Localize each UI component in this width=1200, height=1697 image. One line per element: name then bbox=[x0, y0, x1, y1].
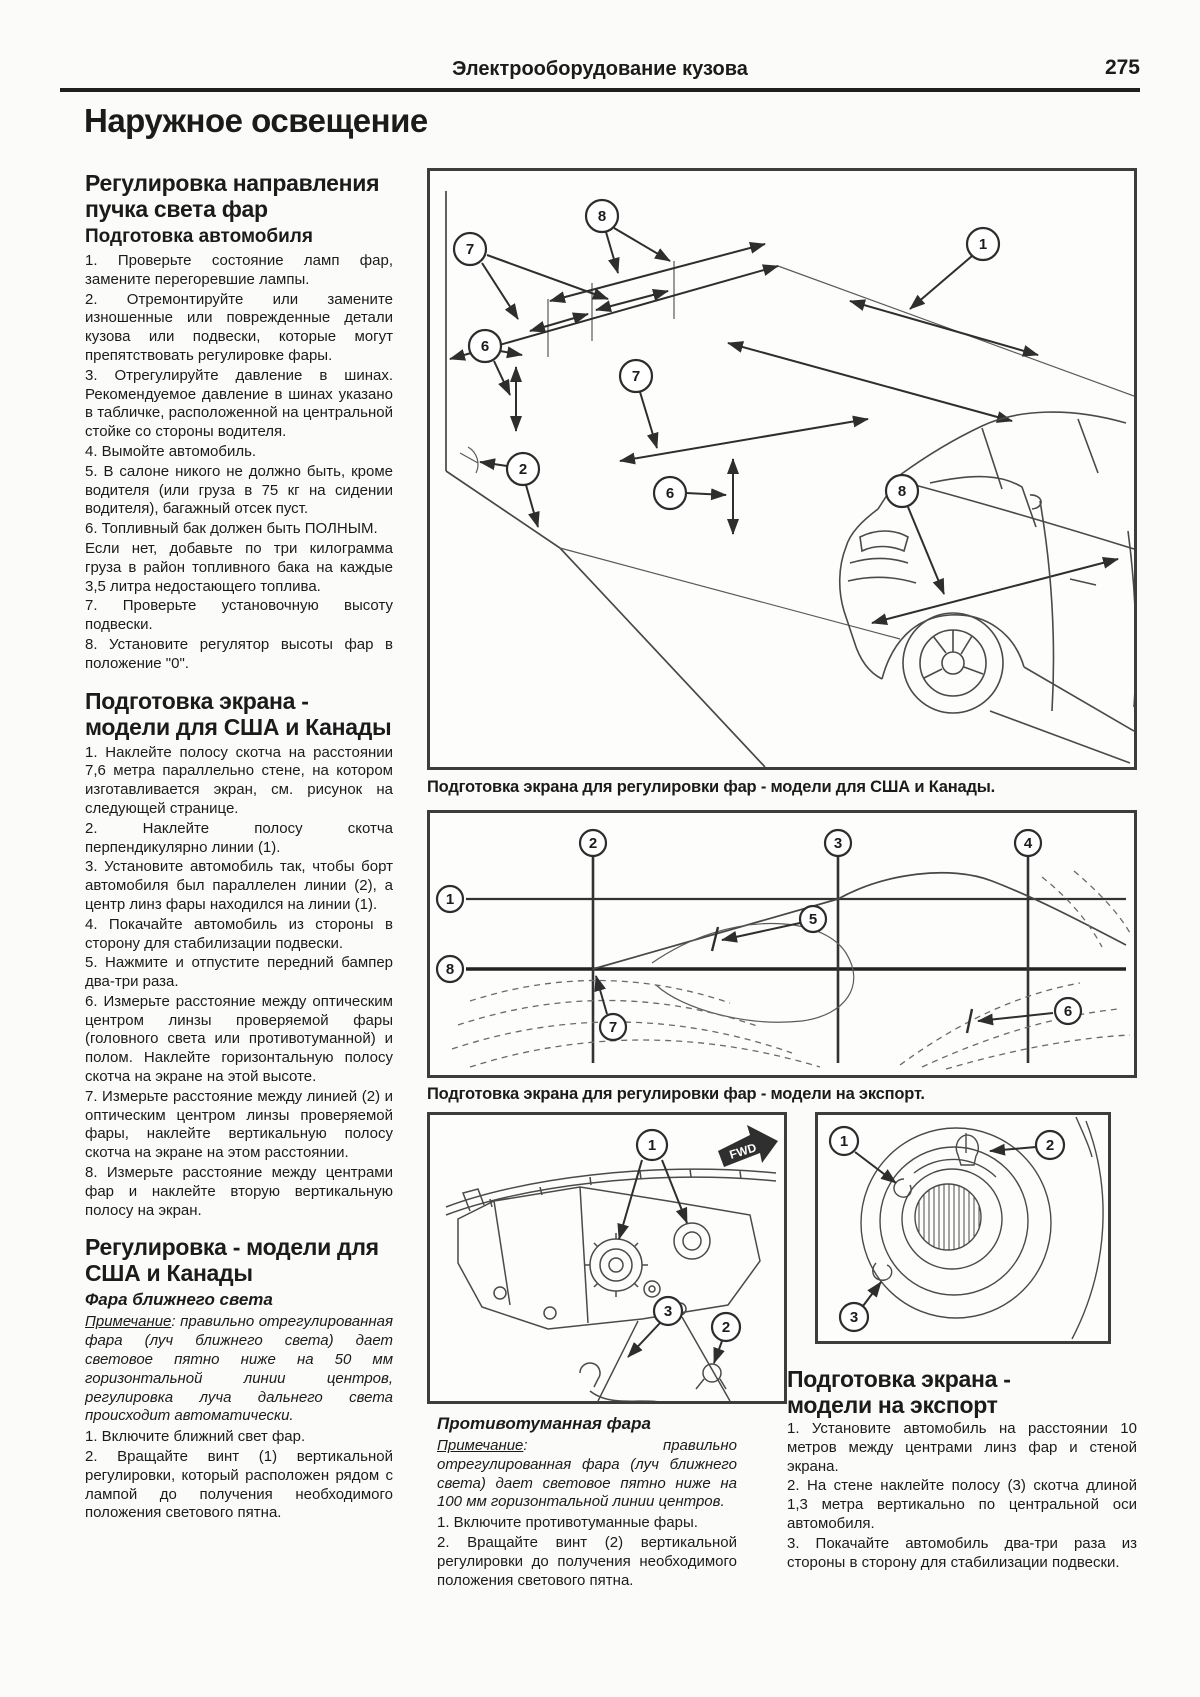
svg-text:2: 2 bbox=[588, 835, 598, 852]
callout-6 bbox=[469, 330, 501, 362]
callout-leaders bbox=[596, 923, 1053, 1033]
callout-5 bbox=[800, 906, 826, 932]
callout-7 bbox=[600, 1014, 626, 1040]
paragraph: 2. Отремонтируйте или замените изношенные или поврежденные детали кузова или подвески, которые могут препятствовать регулировке фары. bbox=[85, 290, 393, 364]
callout-8b bbox=[886, 475, 918, 507]
figure2-caption: Подготовка экрана для регулировки фар - модели на экспорт. bbox=[427, 1085, 925, 1103]
paragraph: Если нет, добавьте по три килограмма груза в район топливного бака на каждые 3,5 литра недостающего топлива. bbox=[85, 539, 393, 595]
note-text: : правильно отрегулированная фара (луч ближнего света) дает световое пятно ниже на 50 мм горизонтальной линии центров, регулировка луча дальнего света происходит автоматически. bbox=[85, 1313, 393, 1425]
note-label: Примечание bbox=[437, 1437, 524, 1454]
paragraph: 3. Установите автомобиль так, чтобы борт автомобиля был параллелен линии (2), а центр линз фары находился на линии (1). bbox=[85, 858, 393, 913]
car-illustration bbox=[840, 412, 1134, 763]
svg-text:5: 5 bbox=[808, 911, 818, 928]
callout-1 bbox=[967, 228, 999, 260]
paragraph: 2. Вращайте винт (2) вертикальной регулировки до получения необходимого положения светового пятна. bbox=[437, 1533, 737, 1589]
header-rule bbox=[60, 88, 1140, 92]
section-heading bbox=[787, 1366, 1137, 1418]
callout-6b bbox=[654, 477, 686, 509]
paragraph: 1. Проверьте состояние ламп фар, замените перегоревшие лампы. bbox=[85, 252, 393, 288]
callout-2 bbox=[507, 453, 539, 485]
callout-7 bbox=[454, 233, 486, 265]
callout-3 bbox=[840, 1303, 868, 1331]
svg-text:7: 7 bbox=[608, 1019, 618, 1036]
paragraph: 5. В салоне никого не должно быть, кроме водителя (или груза в 75 кг на сидении водителя), багажный отсек пуст. bbox=[85, 462, 393, 518]
paragraph: 6. Топливный бак должен быть ПОЛНЫМ. bbox=[85, 520, 378, 538]
paragraph: 4. Вымойте автомобиль. bbox=[85, 442, 257, 460]
fog-lamp-column bbox=[437, 1412, 737, 1591]
svg-text:3: 3 bbox=[833, 835, 843, 852]
svg-text:3: 3 bbox=[849, 1309, 859, 1326]
section-subheading: Противотуманная фара bbox=[437, 1414, 651, 1433]
svg-text:6: 6 bbox=[480, 338, 490, 355]
svg-text:2: 2 bbox=[1045, 1137, 1055, 1154]
callout-6 bbox=[1055, 998, 1081, 1024]
paragraph: 7. Проверьте установочную высоту подвески. bbox=[85, 597, 393, 634]
left-column bbox=[85, 170, 393, 1524]
callout-leaders bbox=[619, 1160, 722, 1363]
svg-text:7: 7 bbox=[631, 368, 641, 385]
figure4-canvas bbox=[818, 1115, 1108, 1341]
paragraph-list bbox=[437, 1514, 737, 1590]
callout-leaders bbox=[480, 228, 972, 594]
figure-fog-lamp-adjustment bbox=[815, 1112, 1111, 1344]
figure-headlight-adjustment bbox=[427, 1112, 787, 1404]
section-subheading: Фара ближнего света bbox=[85, 1290, 273, 1310]
paragraph-list bbox=[85, 744, 393, 1221]
callout-1 bbox=[830, 1127, 858, 1155]
callout-8 bbox=[586, 200, 618, 232]
svg-text:6: 6 bbox=[1063, 1003, 1073, 1020]
paragraph: 8. Измерьте расстояние между центрами фар и наклейте вторую вертикальную полосу на экран. bbox=[85, 1164, 393, 1219]
callout-8 bbox=[437, 956, 463, 982]
callout-3 bbox=[654, 1297, 682, 1325]
svg-text:8: 8 bbox=[445, 961, 455, 978]
note bbox=[437, 1437, 737, 1512]
callout-7b bbox=[620, 360, 652, 392]
figure1-canvas bbox=[430, 171, 1134, 767]
section-heading: Регулировка - модели для США и Канады bbox=[85, 1234, 379, 1287]
svg-text:3: 3 bbox=[663, 1303, 673, 1320]
callout-1 bbox=[437, 886, 463, 912]
page-title: Наружное освещение bbox=[84, 102, 428, 139]
export-screen-column bbox=[787, 1366, 1137, 1573]
svg-text:4: 4 bbox=[1023, 835, 1033, 852]
figure3-canvas bbox=[430, 1115, 784, 1401]
paragraph: 3. Покачайте автомобиль два-три раза из стороны в сторону для стабилизации подвески. bbox=[787, 1534, 1137, 1571]
callout-2 bbox=[580, 830, 606, 856]
paragraph: 7. Измерьте расстояние между линией (2) и оптическим центром линзы проверяемой фары, наклейте вертикальную полосу скотча на экране на этом расстоянии. bbox=[85, 1087, 393, 1162]
fwd-direction-arrow bbox=[718, 1125, 778, 1167]
note-label: Примечание bbox=[85, 1313, 172, 1331]
svg-text:7: 7 bbox=[465, 241, 475, 258]
paragraph: 2. Наклейте полосу скотча перпендикулярно линии (1). bbox=[85, 819, 393, 856]
measurement-arrows bbox=[450, 244, 1118, 623]
figure2-canvas bbox=[430, 813, 1134, 1075]
heading-line: Подготовка экрана - bbox=[787, 1366, 1011, 1392]
svg-text:8: 8 bbox=[597, 208, 607, 225]
figure-screen-preparation-export bbox=[427, 810, 1137, 1078]
paragraph: 1. Установите автомобиль на расстоянии 10 метров между центрами линз фар и стеной экрана. bbox=[787, 1420, 1137, 1475]
svg-text:2: 2 bbox=[518, 461, 528, 478]
callout-2 bbox=[1036, 1131, 1064, 1159]
svg-text:6: 6 bbox=[665, 485, 675, 502]
callout-3 bbox=[825, 830, 851, 856]
paragraph: 6. Измерьте расстояние между оптическим центром линзы проверяемой фары (головного света или противотуманной) и полом. Наклейте горизонтальную полосу скотча на экране на этой высоте. bbox=[85, 992, 393, 1086]
fog-lamp-illustration bbox=[861, 1117, 1103, 1339]
figure-screen-preparation-us-canada bbox=[427, 168, 1137, 770]
note-text: : правильно отрегулированная фара (луч ближнего света) дает световое пятно ниже на 100 мм горизонтальной линии центров. bbox=[437, 1437, 737, 1511]
paragraph-list bbox=[85, 1428, 393, 1523]
paragraph: 1. Включите противотуманные фары. bbox=[437, 1514, 698, 1532]
paragraph: 5. Нажмите и отпустите передний бампер два-три раза. bbox=[85, 954, 393, 991]
heading-line: модели на экспорт bbox=[787, 1392, 998, 1418]
headlamp-illustration bbox=[446, 1169, 776, 1401]
svg-text:2: 2 bbox=[721, 1319, 731, 1336]
svg-text:1: 1 bbox=[647, 1137, 657, 1154]
svg-text:1: 1 bbox=[839, 1133, 849, 1150]
section-subheading: Подготовка автомобиля bbox=[85, 226, 313, 247]
paragraph: 3. Отрегулируйте давление в шинах. Рекомендуемое давление в шинах указано в табличке, расположенной на центральной стойке со стороны водителя. bbox=[85, 366, 393, 441]
svg-text:FWD: FWD bbox=[727, 1140, 759, 1162]
section-heading: Регулировка направления пучка света фар bbox=[85, 170, 380, 222]
callout-1 bbox=[637, 1130, 667, 1160]
callout-2 bbox=[712, 1313, 740, 1341]
paragraph: 1. Наклейте полосу скотча на расстоянии 7,6 метра параллельно стене, на котором изготавливается экран, см. рисунок на следующей странице. bbox=[85, 743, 393, 817]
paragraph-list bbox=[85, 252, 393, 674]
paragraph: 8. Установите регулятор высоты фар в положение "0". bbox=[85, 635, 393, 672]
screen-lines bbox=[466, 857, 1126, 1063]
callout-4 bbox=[1015, 830, 1041, 856]
section-heading: Подготовка экрана - модели для США и Канады bbox=[85, 687, 392, 740]
note bbox=[85, 1313, 393, 1426]
figure1-caption: Подготовка экрана для регулировки фар - модели для США и Канады. bbox=[427, 778, 996, 796]
svg-text:8: 8 bbox=[897, 483, 907, 500]
svg-text:1: 1 bbox=[978, 236, 988, 253]
paragraph: 4. Покачайте автомобиль из стороны в сторону для стабилизации подвески. bbox=[85, 915, 393, 952]
page-number: 275 bbox=[1104, 56, 1140, 79]
paragraph-list bbox=[787, 1420, 1137, 1572]
paragraph: 1. Включите ближний свет фар. bbox=[85, 1428, 306, 1446]
paragraph: 2. Вращайте винт (1) вертикальной регулировки, который расположен рядом с лампой до получения необходимого положения светового пятна. bbox=[85, 1448, 393, 1522]
svg-text:1: 1 bbox=[445, 891, 455, 908]
paragraph: 2. На стене наклейте полосу (3) скотча длиной 1,3 метра вертикально по центральной оси автомобиля. bbox=[787, 1477, 1137, 1532]
page-header-title: Электрооборудование кузова bbox=[452, 58, 748, 80]
